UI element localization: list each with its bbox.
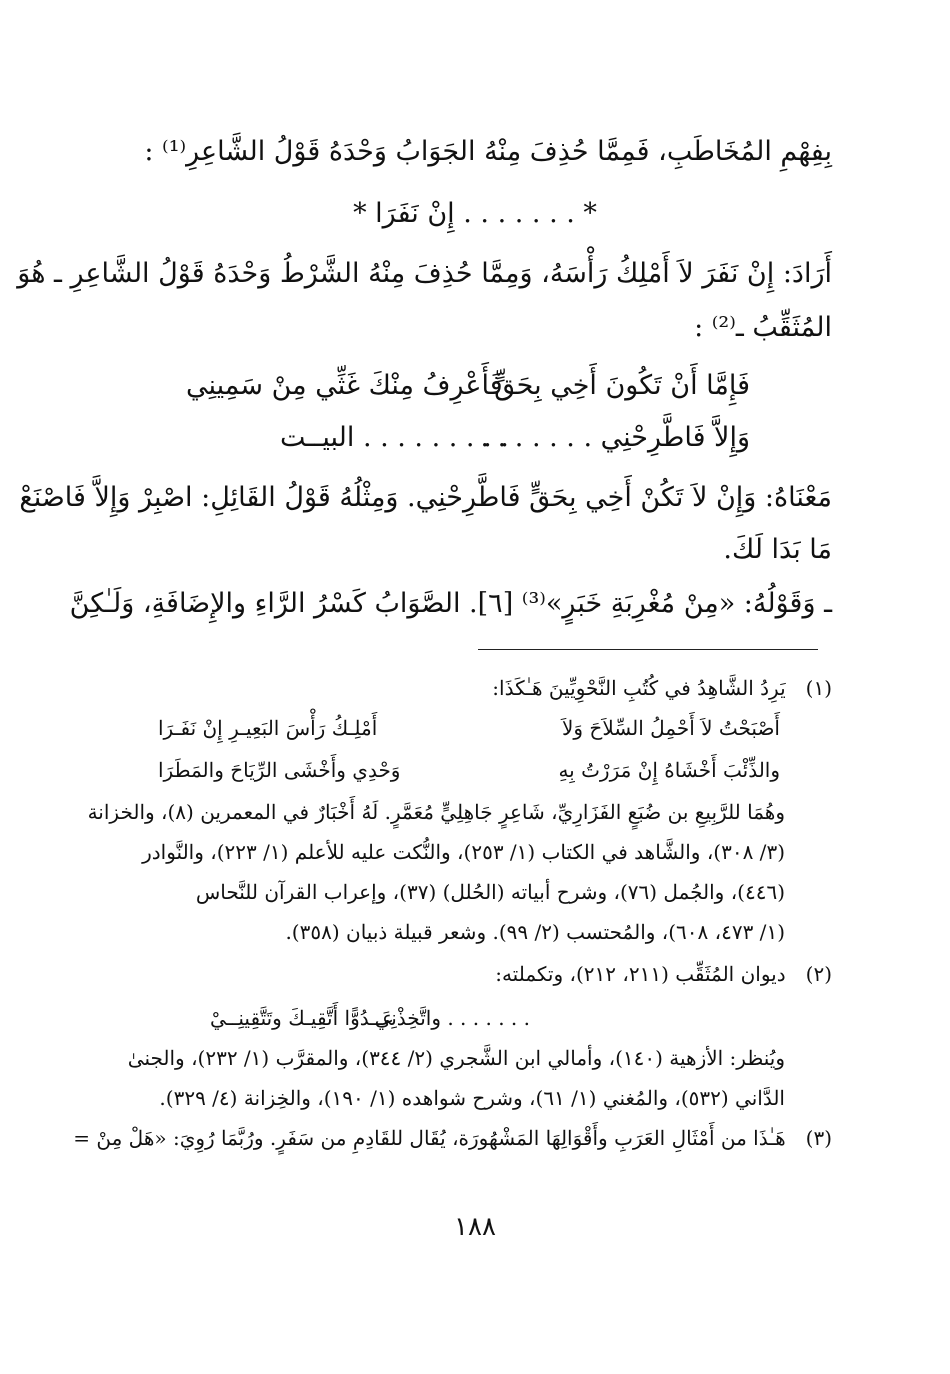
footnote-1-line-3: (٣/ ٣٠٨)، والشَّاهد في الكتاب (١/ ٢٥٣)، والنُّكت عليه للأعلم (١/ ٢٢٣)، والنَّوادر	[142, 840, 785, 864]
footnote-2-line-3: الدَّاني (٥٣٢)، والمُغني (١/ ٦١)، وشرح شواهده (١/ ١٩٠)، والخِزانة (٤/ ٣٢٩).	[159, 1086, 785, 1110]
verse-2-second-hemistich: . . . . . . . . . البيــت	[280, 422, 509, 453]
footnote-1-line-5: (١/ ٤٧٣، ٦٠٨)، والمُحتسب (٢/ ٩٩). وشعر قبيلة ذبيان (٣٥٨).	[285, 920, 785, 944]
footnote-1-verse-2a: والذِّئْبَ أَخْشَاهُ إِنْ مَرَرْتُ بِهِ	[558, 758, 780, 782]
footnote-2-number: (٢)	[805, 962, 832, 986]
main-line-5: مَا بَدَا لَكَ.	[723, 534, 832, 565]
verse-1-second-hemistich: فَأَعْرِفُ مِنْكَ غَثِّي مِنْ سَمِينِي	[186, 370, 503, 401]
footnote-2-line-1	[495, 962, 832, 986]
footnote-1-line-1	[492, 676, 832, 700]
main-line-3: المُثَقِّبُ ـ⁽²⁾ :	[694, 312, 832, 343]
footnote-1-line-2: وهُمَا للرَّبِيعِ بن ضُبَعٍ الفَزَارِيِّ، شَاعِرٍ جَاهِلِيٍّ مُعَمَّرٍ. لَهُ أَخْبَارٌ في المعمرين (٨)، والخزانة	[87, 800, 785, 824]
footnote-1-verse-1a: أَصْبَحْتُ لاَ أَحْمِلُ السِّلاَحَ وَلاَ	[562, 716, 780, 740]
footnote-divider	[478, 649, 818, 650]
footnote-3-text: هَـٰذَا من أَمْثَالِ العَرَبِ وأَقْوَالِهَا المَشْهُورَة، يُقَال للقَادِمِ من سَفَرٍ. ورُبَّمَا رُوِيَ: «هَلْ مِنْ =	[73, 1126, 786, 1150]
page-number: ١٨٨	[454, 1212, 496, 1242]
footnote-1-verse-2b: وَحْدِي وأَخْشَى الرِّيَاحَ والمَطَرَا	[158, 758, 401, 782]
footnote-2-verse-a: . . . . . . . واتَّخِذْنِي	[374, 1006, 530, 1030]
main-line-6: ـ وَقَوْلُهُ: «مِنْ مُغْرِبَةِ خَبَرٍ»⁽³⁾ [٦]. الصَّوَابُ كَسْرُ الرَّاءِ والإِضَافَةِ، وَلَـٰكِنَّ	[69, 588, 832, 619]
footnote-2-line-2: ويُنظر: الأزهية (١٤٠)، وأمالي ابن الشَّجري (٢/ ٣٤٤)، والمقرَّب (١/ ٢٣٢)، والجنىٰ	[127, 1046, 785, 1070]
footnote-1-verse-1b: أَمْلِـكُ رَأْسَ البَعِيـرِ إِنْ نَفَـرَا	[158, 716, 378, 740]
footnote-2-text: ديوان المُثَقِّب (٢١١، ٢١٢)، وتكملته:	[495, 962, 786, 986]
verse-2-first-hemistich: وَإِلاَّ فَاطَّرِحْنِي . . . . . . .	[480, 422, 750, 453]
footnote-3-line-1	[73, 1126, 832, 1150]
main-line-1: بِفِهْمِ المُخَاطَبِ، فَمِمَّا حُذِفَ مِنْهُ الجَوَابُ وَحْدَهُ قَوْلُ الشَّاعِرِ⁽¹⁾ :	[144, 136, 832, 167]
footnote-3-number: (٣)	[805, 1126, 832, 1150]
main-line-4: مَعْنَاهُ: وَإِنْ لاَ تَكُنْ أَخِي بِحَقٍّ فَاطَّرِحْنِي. وَمِثْلُهُ قَوْلُ القَائِلِ: اصْبِرْ وَإِلاَّ فَاصْنَعْ	[19, 482, 832, 513]
footnote-1-text: يَرِدُ الشَّاهِدُ في كُتُبِ النَّحْوِيِّينَ هَـٰكَذَا:	[492, 676, 786, 700]
footnote-2-verse-b: عَــدُوًّا أَتَّقِيـكَ وتَتَّقِينِــيْ	[210, 1006, 394, 1030]
verse-fragment: * . . . . . . . إِنْ نَفَرَا *	[353, 198, 597, 229]
footnote-1-line-4: (٤٤٦)، والجُمل (٧٦)، وشرح أبياته (الحُلل) (٣٧)، وإعراب القرآن للنَّحاس	[195, 880, 785, 904]
main-line-2: أَرَادَ: إِنْ نَفَرَ لاَ أَمْلِكُ رَأْسَهُ، وَمِمَّا حُذِفَ مِنْهُ الشَّرْطُ وَحْدَهُ قَوْلُ الشَّاعِرِ ـ هُوَ	[17, 258, 832, 289]
footnote-1-number: (١)	[805, 676, 832, 700]
verse-1-first-hemistich: فَإِمَّا أَنْ تَكُونَ أَخِي بِحَقٍّ	[494, 370, 750, 401]
